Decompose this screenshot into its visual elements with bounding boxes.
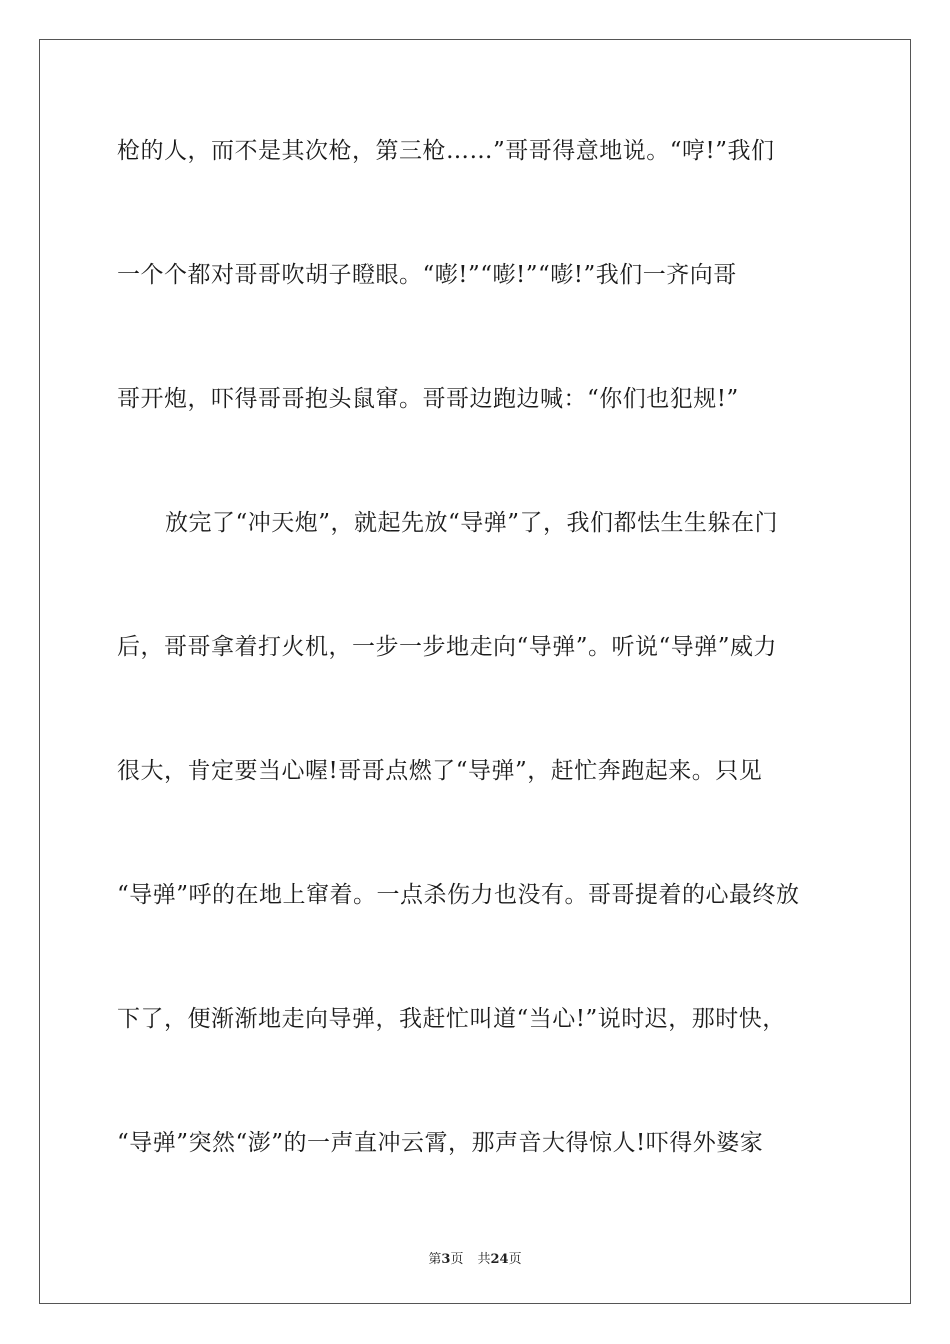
document-body — [117, 128, 833, 1166]
total-pages: 24 — [490, 1252, 509, 1267]
page-prefix: 第 — [428, 1252, 442, 1267]
text-line: “导弹”突然“澎”的一声直冲云霄，那声音大得惊人!吓得外婆家 — [117, 1130, 764, 1156]
text-line: 下了，便渐渐地走向导弹，我赶忙叫道“当心!”说时迟，那时快， — [117, 1006, 786, 1032]
page-footer — [0, 1248, 950, 1267]
text-line-paragraph-start: 放完了“冲天炮”，就起先放“导弹”了，我们都怯生生躲在门 — [165, 510, 779, 536]
text-line: 哥开炮，吓得哥哥抱头鼠窜。哥哥边跑边喊：“你们也犯规!” — [117, 386, 739, 412]
page-suffix: 页 — [450, 1252, 464, 1267]
total-suffix: 页 — [508, 1252, 522, 1267]
text-line: “导弹”呼的在地上窜着。一点杀伤力也没有。哥哥提着的心最终放 — [117, 882, 800, 908]
text-line: 枪的人，而不是其次枪，第三枪……”哥哥得意地说。“哼!”我们 — [117, 138, 775, 164]
text-line: 一个个都对哥哥吹胡子瞪眼。“嘭!”“嘭!”“嘭!”我们一齐向哥 — [117, 262, 737, 288]
page-number: 3 — [441, 1252, 451, 1267]
total-prefix: 共 — [477, 1252, 491, 1267]
text-line: 后，哥哥拿着打火机，一步一步地走向“导弹”。听说“导弹”威力 — [117, 634, 778, 660]
text-line: 很大，肯定要当心喔!哥哥点燃了“导弹”，赶忙奔跑起来。只见 — [117, 758, 763, 784]
